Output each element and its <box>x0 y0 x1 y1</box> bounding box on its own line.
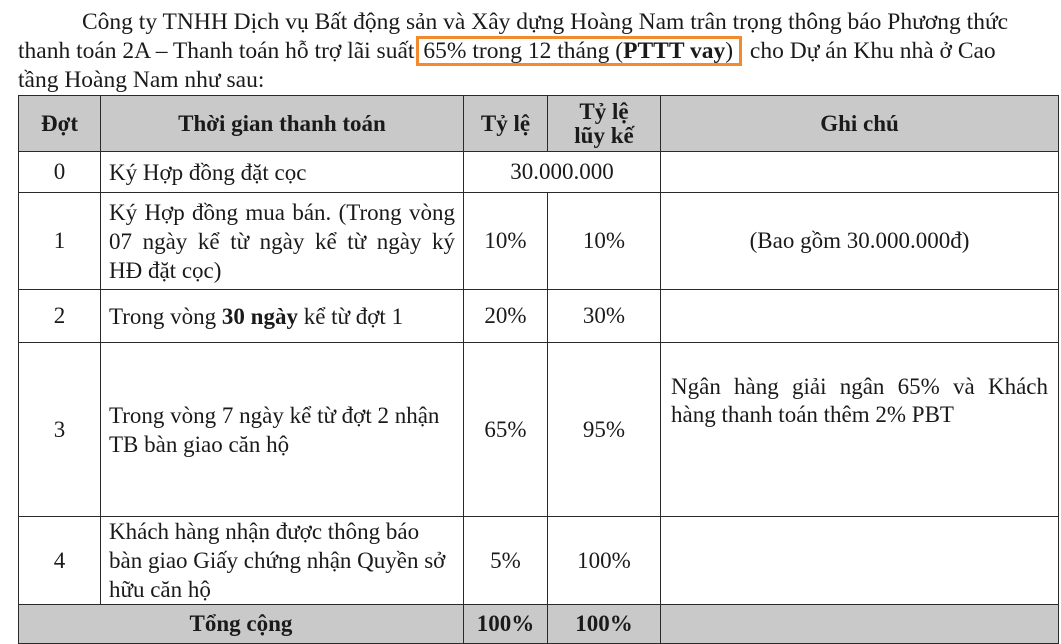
cell-rate: 10% <box>464 193 548 290</box>
table-row <box>19 193 1059 290</box>
cell-note: Ngân hàng giải ngân 65% và Khách hàng thanh toán thêm 2% PBT <box>661 343 1059 517</box>
cell-dot: 1 <box>19 193 101 290</box>
header-dot: Đợt <box>19 96 101 152</box>
intro-line-2 <box>18 36 1054 66</box>
highlight-bold-text: PTTT vay <box>623 38 726 64</box>
table-total-row <box>19 605 1059 644</box>
cell-dot: 3 <box>19 343 101 517</box>
cell-rate: 5% <box>464 517 548 605</box>
intro-paragraph <box>18 8 1054 94</box>
cell-note <box>661 517 1059 605</box>
highlight-close: ) <box>725 38 734 64</box>
highlight-box <box>416 36 742 66</box>
cell-note <box>661 152 1059 193</box>
total-label: Tổng cộng <box>19 605 464 644</box>
cell-time-bold: 30 ngày <box>221 303 298 329</box>
total-note <box>661 605 1059 644</box>
table-row <box>19 152 1059 193</box>
highlight-text: 65% trong 12 tháng ( <box>423 38 624 64</box>
cell-dot: 2 <box>19 290 101 343</box>
intro-line-1: Công ty TNHH Dịch vụ Bất động sản và Xây dựng Hoàng Nam trân trọng thông báo Phương thức <box>82 9 1009 35</box>
table-row <box>19 290 1059 343</box>
cell-dot: 4 <box>19 517 101 605</box>
header-note: Ghi chú <box>661 96 1059 152</box>
table-row <box>19 517 1059 605</box>
cell-cumulative: 10% <box>548 193 661 290</box>
table-row <box>19 343 1059 517</box>
intro-line-2-end: cho Dự án Khu nhà ở Cao <box>744 38 996 64</box>
cell-time: Khách hàng nhận được thông báo bàn giao Giấy chứng nhận Quyền sở hữu căn hộ <box>101 517 464 605</box>
header-cumulative-text: Tỷ lệ lũy kế <box>574 98 634 148</box>
cell-time <box>101 290 464 343</box>
cell-time-start: Trong vòng <box>109 303 222 329</box>
payment-schedule-table <box>18 95 1059 644</box>
cell-dot: 0 <box>19 152 101 193</box>
cell-time-end: kể từ đợt 1 <box>297 303 404 329</box>
header-time: Thời gian thanh toán <box>101 96 464 152</box>
header-rate: Tỷ lệ <box>464 96 548 152</box>
header-cumulative <box>548 96 661 152</box>
total-rate: 100% <box>464 605 548 644</box>
cell-time: Ký Hợp đồng đặt cọc <box>101 152 464 193</box>
cell-rate: 20% <box>464 290 548 343</box>
cell-note <box>661 290 1059 343</box>
total-cumulative: 100% <box>548 605 661 644</box>
table-header-row <box>19 96 1059 152</box>
intro-line-3: tầng Hoàng Nam như sau: <box>18 67 265 93</box>
cell-deposit-amount: 30.000.000 <box>464 152 661 193</box>
cell-cumulative: 30% <box>548 290 661 343</box>
cell-rate: 65% <box>464 343 548 517</box>
cell-time: Trong vòng 7 ngày kể từ đợt 2 nhận TB bàn giao căn hộ <box>101 343 464 517</box>
cell-time: Ký Hợp đồng mua bán. (Trong vòng 07 ngày kể từ ngày kể từ ngày ký HĐ đặt cọc) <box>101 193 464 290</box>
cell-cumulative: 95% <box>548 343 661 517</box>
cell-cumulative: 100% <box>548 517 661 605</box>
cell-note: (Bao gồm 30.000.000đ) <box>661 193 1059 290</box>
intro-line-2-start: thanh toán 2A – Thanh toán hỗ trợ lãi suất <box>18 38 415 64</box>
